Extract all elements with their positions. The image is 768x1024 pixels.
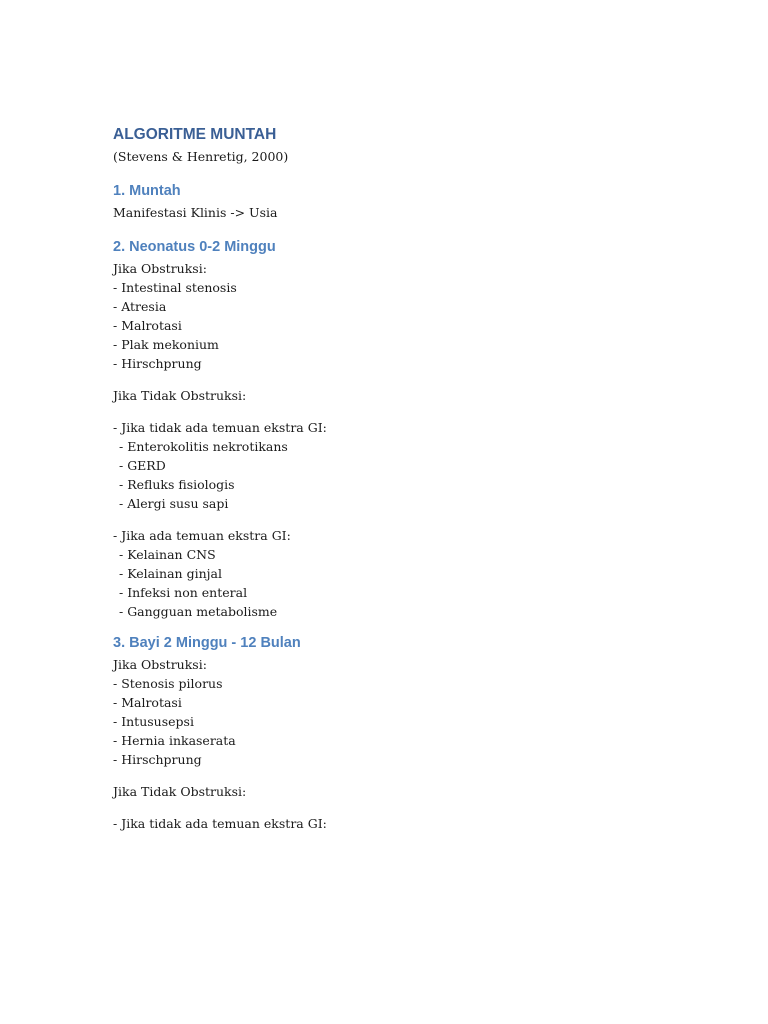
list-item: - Hirschprung — [113, 356, 202, 371]
s3-tidak-obstruksi-label: Jika Tidak Obstruksi: — [113, 784, 247, 799]
section-1-heading: 1. Muntah — [113, 183, 181, 199]
s3-obstruksi-list — [113, 674, 713, 769]
s2-tanpa-ekstra-list — [113, 437, 713, 513]
list-item: - Alergi susu sapi — [119, 496, 229, 511]
list-item: - Refluks fisiologis — [119, 477, 235, 492]
list-item: - Kelainan ginjal — [119, 566, 222, 581]
list-item: - Kelainan CNS — [119, 547, 216, 562]
s2-tidak-obstruksi-label: Jika Tidak Obstruksi: — [113, 388, 247, 403]
s2-tanpa-ekstra-label: - Jika tidak ada temuan ekstra GI: — [113, 420, 327, 435]
s3-obstruksi-label: Jika Obstruksi: — [113, 657, 207, 672]
section-2-heading: 2. Neonatus 0-2 Minggu — [113, 239, 276, 255]
s2-obstruksi-list — [113, 278, 713, 373]
list-item: - Infeksi non enteral — [119, 585, 248, 600]
s2-obstruksi-label: Jika Obstruksi: — [113, 261, 207, 276]
list-item: - Plak mekonium — [113, 337, 219, 352]
list-item: - Malrotasi — [113, 318, 182, 333]
document-content — [113, 125, 713, 833]
section-1-text: Manifestasi Klinis -> Usia — [113, 205, 278, 220]
list-item: - Hernia inkaserata — [113, 733, 236, 748]
s3-tanpa-ekstra-label: - Jika tidak ada temuan ekstra GI: — [113, 816, 327, 831]
s2-ada-ekstra-label: - Jika ada temuan ekstra GI: — [113, 528, 291, 543]
list-item: - Malrotasi — [113, 695, 182, 710]
list-item: - GERD — [119, 458, 166, 473]
section-3-heading: 3. Bayi 2 Minggu - 12 Bulan — [113, 635, 301, 651]
list-item: - Stenosis pilorus — [113, 676, 223, 691]
list-item: - Gangguan metabolisme — [119, 604, 278, 619]
list-item: - Hirschprung — [113, 752, 202, 767]
list-item: - Enterokolitis nekrotikans — [119, 439, 288, 454]
citation: (Stevens & Henretig, 2000) — [113, 149, 289, 164]
list-item: - Intususepsi — [113, 714, 194, 729]
document-title: ALGORITME MUNTAH — [113, 126, 277, 143]
list-item: - Intestinal stenosis — [113, 280, 237, 295]
list-item: - Atresia — [113, 299, 167, 314]
s2-ada-ekstra-list — [113, 545, 713, 621]
